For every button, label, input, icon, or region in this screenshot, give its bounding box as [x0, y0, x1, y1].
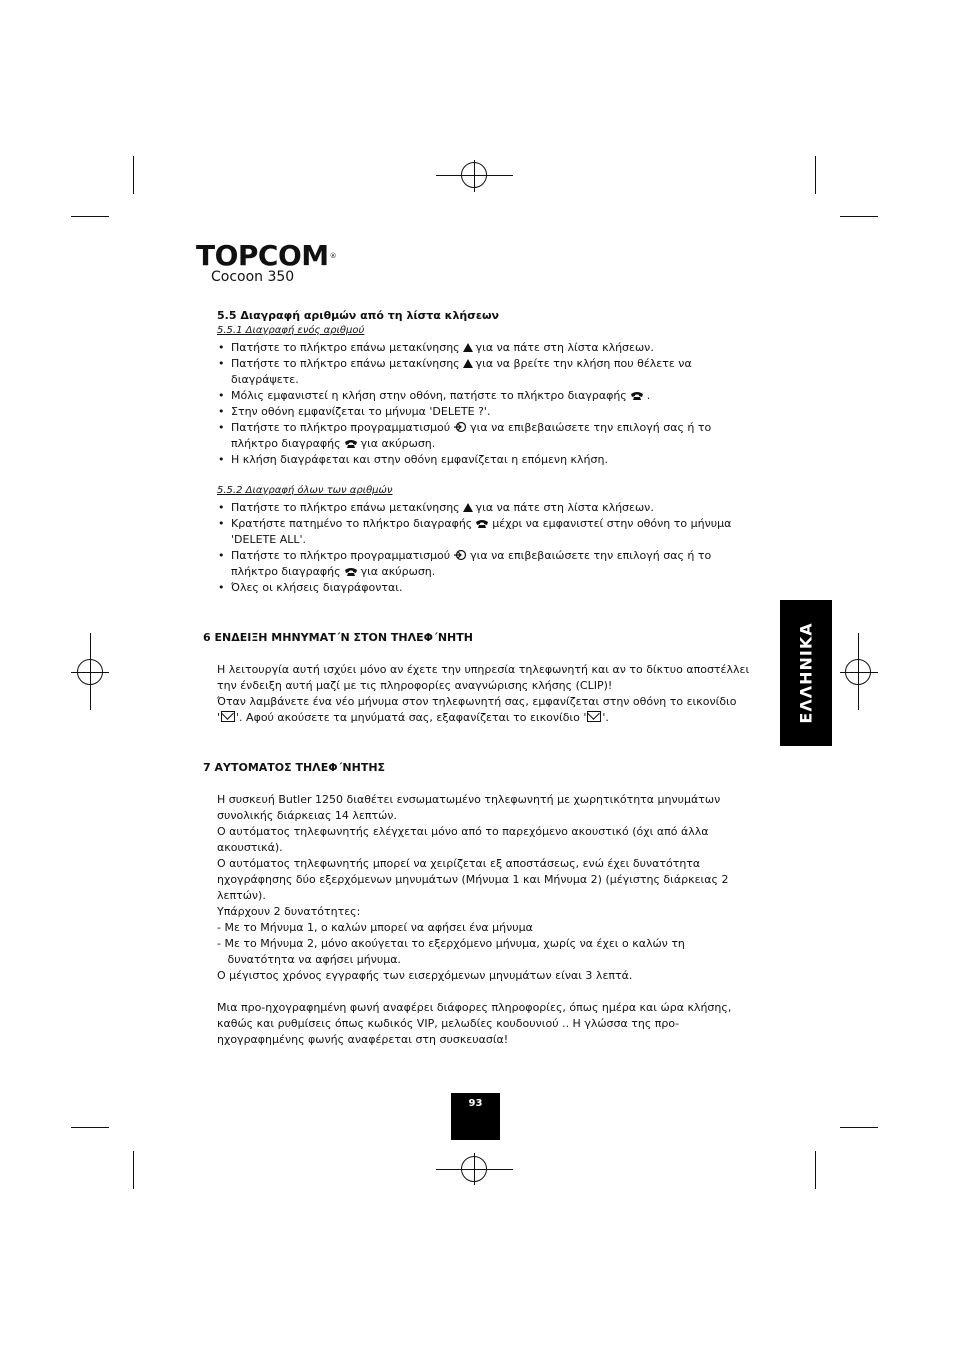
program-key-icon: [453, 549, 467, 561]
paragraph-line: δυνατότητα να αφήσει μήνυμα.: [217, 953, 402, 966]
paragraph-line: Υπάρχουν 2 δυνατότητες:: [217, 905, 361, 918]
list-item-continued: διαγράψετε.: [231, 373, 299, 386]
list-item: Όλες οι κλήσεις διαγράφονται.: [231, 581, 403, 594]
bullet: •: [218, 389, 225, 402]
paragraph-line: ηχογραφημένης φωνής αναφέρεται στη συσκευασία!: [217, 1033, 509, 1046]
bullet: •: [218, 341, 225, 354]
program-key-icon: [453, 421, 467, 433]
list-item: Πατήστε το πλήκτρο προγραμματισμού για να επιβεβαιώσετε την επιλογή σας ή το: [231, 549, 712, 562]
paragraph-line: συνολικής διάρκειας 14 λεπτών.: [217, 809, 397, 822]
list-item-continued: πλήκτρο διαγραφής για ακύρωση.: [231, 565, 436, 578]
paragraph-line: Μια προ-ηχογραφημένη φωνή αναφέρει διάφορες πληροφορίες, όπως ημέρα και ώρα κλήσης,: [217, 1001, 732, 1014]
section-5-5-1-title: 5.5.1 Διαγραφή ενός αριθμού: [217, 325, 365, 336]
up-arrow-icon: [463, 359, 473, 368]
model-name: Cocoon 350: [211, 269, 295, 285]
section-5-5-title: 5.5 Διαγραφή αριθμών από τη λίστα κλήσεων: [217, 309, 500, 322]
paragraph-line: Όταν λαμβάνετε ένα νέο μήνυμα στον τηλεφωνητή σας, εμφανίζεται στην οθόνη το εικονίδιο: [217, 695, 737, 708]
envelope-icon: [221, 711, 235, 722]
up-arrow-icon: [463, 343, 473, 352]
delete-phone-icon: [630, 391, 644, 401]
section-6-title: 6 ΕΝΔΕΙΞΗ ΜΗΝΥΜΑΤ΄Ν ΣΤΟΝ ΤΗΛΕΦ΄ΝΗΤΗ: [203, 631, 473, 644]
paragraph-line: Ο αυτόματος τηλεφωνητής ελέγχεται μόνο από το παρεχόμενο ακουστικό (όχι από άλλα: [217, 825, 709, 838]
paragraph-line: ακουστικά).: [217, 841, 283, 854]
list-item: Πατήστε το πλήκτρο προγραμματισμού για να επιβεβαιώσετε την επιλογή σας ή το: [231, 421, 712, 434]
page-number: 93: [451, 1093, 500, 1140]
bullet: •: [218, 581, 225, 594]
bullet: •: [218, 405, 225, 418]
bullet: •: [218, 549, 225, 562]
paragraph-line: Ο αυτόματος τηλεφωνητής μπορεί να χειρίζεται εξ αποστάσεως, ενώ έχει δυνατότητα: [217, 857, 701, 870]
list-item-continued: πλήκτρο διαγραφής για ακύρωση.: [231, 437, 436, 450]
paragraph-line: ' '. Αφού ακούσετε τα μηνύματά σας, εξαφανίζεται το εικονίδιο ' '.: [217, 711, 609, 724]
bullet: •: [218, 453, 225, 466]
bullet: •: [218, 517, 225, 530]
paragraph-line: - Με το Μήνυμα 2, μόνο ακούγεται το εξερχόμενο μήνυμα, χωρίς να έχει ο καλών τη: [217, 937, 685, 950]
list-item-continued: 'DELETE ALL'.: [231, 533, 306, 546]
paragraph-line: καθώς και ρυθμίσεις όπως κωδικός VIP, μελωδίες κουδουνιού .. Η γλώσσα της προ-: [217, 1017, 680, 1030]
delete-phone-icon: [344, 567, 358, 577]
delete-phone-icon: [475, 519, 489, 529]
paragraph-line: λεπτών).: [217, 889, 266, 902]
delete-phone-icon: [344, 439, 358, 449]
bullet: •: [218, 357, 225, 370]
up-arrow-icon: [463, 503, 473, 512]
list-item: Κρατήστε πατημένο το πλήκτρο διαγραφής μέχρι να εμφανιστεί στην οθόνη το μήνυμα: [231, 517, 732, 530]
section-7-title: 7 ΑΥΤΟΜΑΤΟΣ ΤΗΛΕΦ΄ΝΗΤΗΣ: [203, 761, 386, 774]
list-item: Στην οθόνη εμφανίζεται το μήνυμα 'DELETE ?'.: [231, 405, 491, 418]
paragraph-line: την ένδειξη αυτή μαζί με τις πληροφορίες αναγνώρισης κλήσης (CLIP)!: [217, 679, 613, 692]
list-item: Πατήστε το πλήκτρο επάνω μετακίνησης για να πάτε στη λίστα κλήσεων.: [231, 501, 654, 514]
paragraph-line: - Με το Μήνυμα 1, ο καλών μπορεί να αφήσει ένα μήνυμα: [217, 921, 533, 934]
language-tab-label: ΕΛΛΗΝΙΚΑ: [796, 622, 816, 724]
envelope-icon: [587, 711, 601, 722]
paragraph-line: ηχογράφησης δύο εξερχόμενων μηνυμάτων (Μήνυμα 1 και Μήνυμα 2) (μέγιστης διάρκειας 2: [217, 873, 729, 886]
list-item: Πατήστε το πλήκτρο επάνω μετακίνησης για να βρείτε την κλήση που θέλετε να: [231, 357, 692, 370]
topcom-logo: TOPCOM®: [196, 239, 337, 272]
list-item: Μόλις εμφανιστεί η κλήση στην οθόνη, πατήστε το πλήκτρο διαγραφής .: [231, 389, 651, 402]
section-5-5-2-title: 5.5.2 Διαγραφή όλων των αριθμών: [217, 485, 393, 496]
list-item: Η κλήση διαγράφεται και στην οθόνη εμφανίζεται η επόμενη κλήση.: [231, 453, 608, 466]
bullet: •: [218, 421, 225, 434]
list-item: Πατήστε το πλήκτρο επάνω μετακίνησης για να πάτε στη λίστα κλήσεων.: [231, 341, 654, 354]
bullet: •: [218, 501, 225, 514]
paragraph-line: Η λειτουργία αυτή ισχύει μόνο αν έχετε την υπηρεσία τηλεφωνητή και αν το δίκτυο αποστέλλει: [217, 663, 750, 676]
paragraph-line: Ο μέγιστος χρόνος εγγραφής των εισερχόμενων μηνυμάτων είναι 3 λεπτά.: [217, 969, 633, 982]
paragraph-line: Η συσκευή Butler 1250 διαθέτει ενσωματωμένο τηλεφωνητή με χωρητικότητα μηνυμάτων: [217, 793, 721, 806]
